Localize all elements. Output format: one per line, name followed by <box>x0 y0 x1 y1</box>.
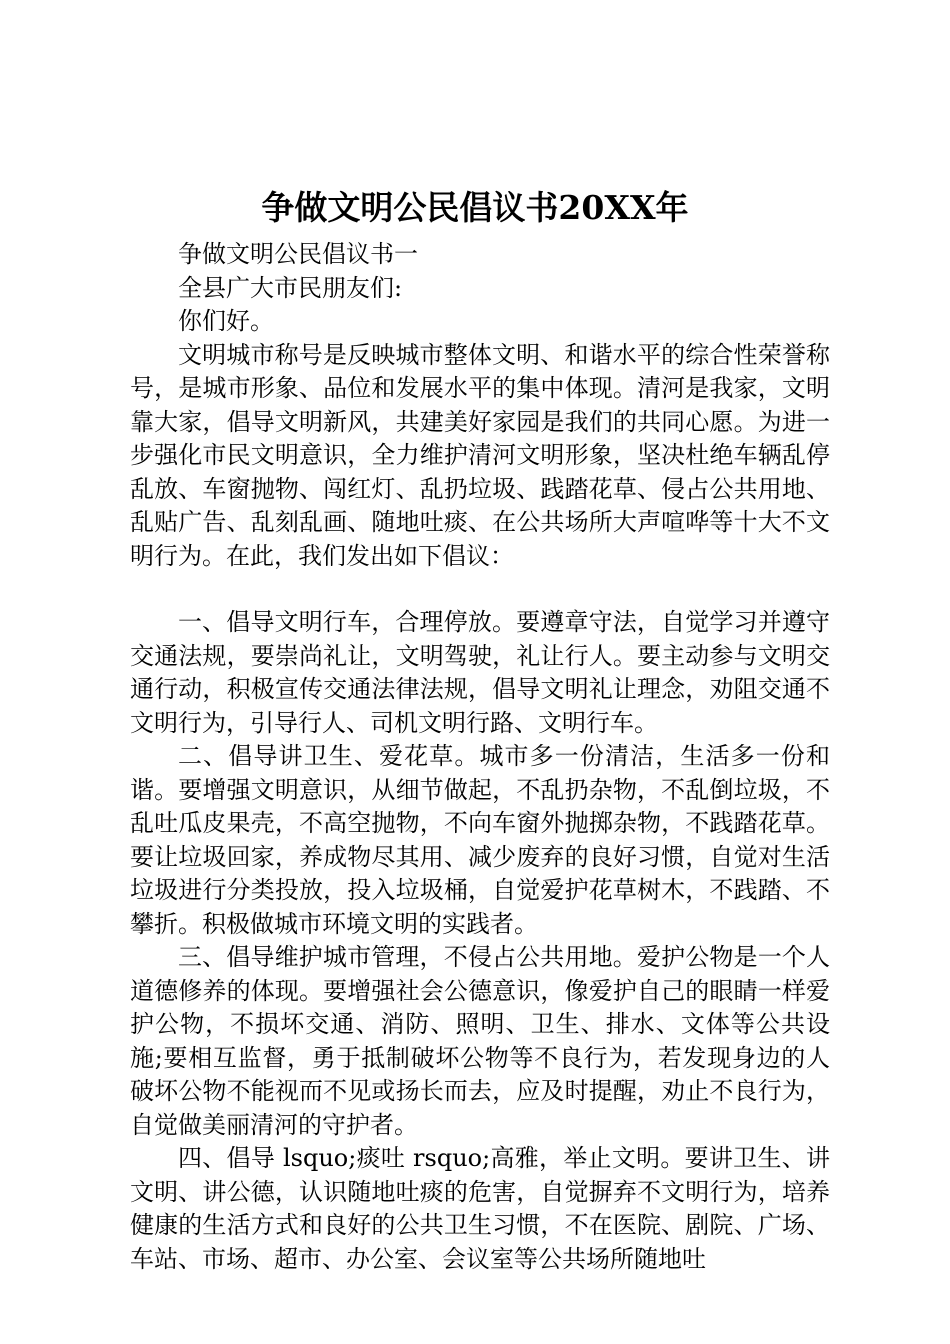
paragraph-heading: 争做文明公民倡议书一 <box>178 240 418 268</box>
document-title: 争做文明公民倡议书20XX年 <box>261 188 689 227</box>
paragraph-intro: 文明城市称号是反映城市整体文明、和谐水平的综合性荣誉称号，是城市形象、品位和发展水平的集中体现。清河是我家，文明靠大家，倡导文明新风，共建美好家园是我们的共同心愿。为进一步强化市民文明意识，全力维护清河文明形象，坚决杜绝车辆乱停乱放、车窗抛物、闯红灯、乱扔垃圾、践踏花草、侵占公共用地、乱贴广告、乱刻乱画、随地吐痰、在公共场所大声喧哗等十大不文明行为。在此，我们发出如下倡议： <box>130 340 830 570</box>
paragraph-item-4: 四、倡导 lsquo;痰吐 rsquo;高雅，举止文明。要讲卫生、讲文明、讲公德，认识随地吐痰的危害，自觉摒弃不文明行为，培养健康的生活方式和良好的公共卫生习惯，不在医院、剧院、广场、车站、市场、超市、办公室、会议室等公共场所随地吐 <box>130 1144 830 1273</box>
paragraph-item-3: 三、倡导维护城市管理，不侵占公共用地。爱护公物是一个人道德修养的体现。要增强社会公德意识，像爱护自己的眼睛一样爱护公物，不损坏交通、消防、照明、卫生、排水、文体等公共设施;要相互监督，勇于抵制破坏公物等不良行为，若发现身边的人破坏公物不能视而不见或扬长而去，应及时提醒，劝止不良行为，自觉做美丽清河的守护者。 <box>130 943 830 1139</box>
paragraph-item-2: 二、倡导讲卫生、爱花草。城市多一份清洁，生活多一份和谐。要增强文明意识，从细节做起，不乱扔杂物，不乱倒垃圾，不乱吐瓜皮果壳，不高空抛物，不向车窗外抛掷杂物，不践踏花草。要让垃圾回家，养成物尽其用、减少废弃的良好习惯，自觉对生活垃圾进行分类投放，投入垃圾桶，自觉爱护花草树木，不践踏、不攀折。积极做城市环境文明的实践者。 <box>130 742 830 938</box>
paragraph-item-1: 一、倡导文明行车，合理停放。要遵章守法，自觉学习并遵守交通法规，要崇尚礼让，文明驾驶，礼让行人。要主动参与文明交通行动，积极宣传交通法律法规，倡导文明礼让理念，劝阻交通不文明行为，引导行人、司机文明行路、文明行车。 <box>130 608 830 737</box>
document-body <box>130 238 830 1276</box>
paragraph-greeting: 你们好。 <box>178 307 274 335</box>
paragraph-salutation: 全县广大市民朋友们: <box>178 273 403 302</box>
